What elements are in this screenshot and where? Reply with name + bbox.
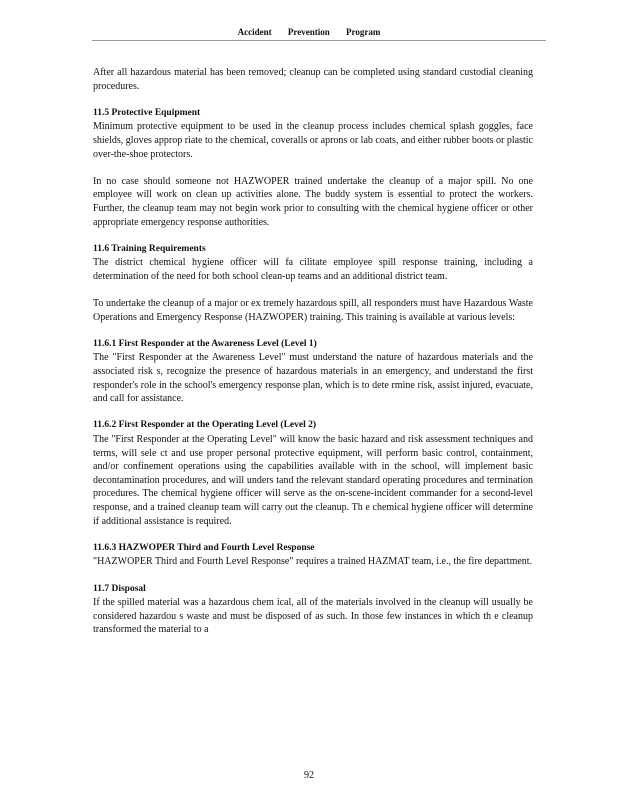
- paragraph: "HAZWOPER Third and Fourth Level Response" requires a trained HAZMAT team, i.e., the fire department.: [93, 556, 533, 568]
- paragraph: Minimum protective equipment to be used in the cleanup process includes chemical splash goggles, face shields, gloves approp riate to the chemical, coveralls or aprons or lab coats, and either rubber boots or plastic over-the-shoe protectors.: [93, 121, 533, 160]
- section-heading: 11.5 Protective Equipment: [93, 107, 201, 118]
- section-11-6: [93, 243, 533, 325]
- section-11-6-3: [93, 542, 533, 569]
- section-11-6-2: [93, 419, 533, 528]
- paragraph: The "First Responder at the Awareness Level" must understand the nature of hazardous materials and the associated risk s, recognize the presence of hazardous materials in an emergency, and understand the first responder's role in the school's emergency response plan, which is to dete rmine risk, assist injured, evacuate, and call for assistance.: [93, 352, 533, 405]
- section-heading: 11.6.2 First Responder at the Operating Level (Level 2): [93, 420, 317, 431]
- section-11-6-1: [93, 338, 533, 406]
- paragraph: After all hazardous material has been removed; cleanup can be completed using standard custodial cleaning procedures.: [93, 67, 533, 92]
- paragraph: The district chemical hygiene officer will fa cilitate employee spill response training, including a determination of the need for both school clean-up teams and an additional district team.: [93, 257, 533, 282]
- paragraph: In no case should someone not HAZWOPER trained undertake the cleanup of a major spill. No one employee will work on clean up activities alone. The buddy system is essential to protect the workers. Further, the cleanup team may not begin work prior to consulting with the chemical hygiene officer or other appropriate emergency response authorities.: [93, 175, 533, 228]
- running-header: Accident Prevention Program: [237, 27, 381, 37]
- page-number: 92: [304, 770, 314, 781]
- paragraph: The "First Responder at the Operating Level" will know the basic hazard and risk assessment techniques and terms, will sele ct and use proper personal protective equipment, will perform basic control, containment, and/or confinement operations using the capabilities available with in the school, will implement basic decontamination procedures, and will unders tand the relevant standard operating procedures and termination procedures. The chemical hygiene officer will serve as the on-scene-incident commander for a second-level response, and a trained cleanup team will carry out the cleanup. Th e chemical hygiene officer will determine if additional assistance is required.: [93, 434, 533, 527]
- paragraph: If the spilled material was a hazardous chem ical, all of the materials involved in the cleanup will usually be considered hazardou s waste and must be disposed of as such. In those few instances in which th e cleanup transformed the material to a: [93, 597, 533, 636]
- section-heading: 11.7 Disposal: [93, 583, 146, 594]
- section-11-5: [93, 107, 533, 229]
- section-11-7: [93, 583, 533, 637]
- page-content: [93, 66, 533, 651]
- header-divider: [92, 40, 546, 41]
- section-heading: 11.6 Training Requirements: [93, 243, 206, 254]
- section-intro: [93, 66, 533, 93]
- paragraph: To undertake the cleanup of a major or ex tremely hazardous spill, all responders must have Hazardous Waste Operations and Emergency Response (HAZWOPER) training. This training is available at various levels:: [93, 298, 533, 323]
- section-heading: 11.6.3 HAZWOPER Third and Fourth Level Response: [93, 542, 315, 553]
- section-heading: 11.6.1 First Responder at the Awareness Level (Level 1): [93, 338, 317, 349]
